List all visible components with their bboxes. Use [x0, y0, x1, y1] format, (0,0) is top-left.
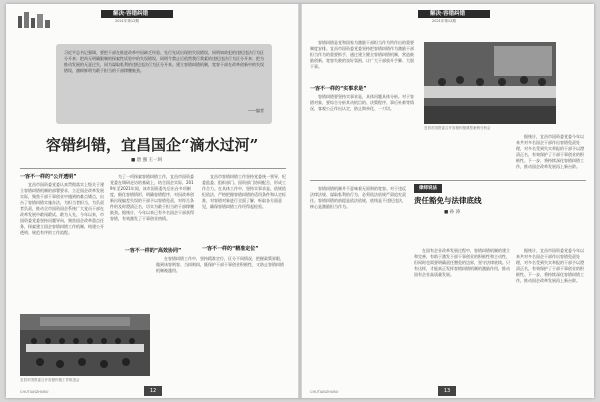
paragraph: 在国有企业改革发展过程中，容错纠错机制的建立和完善，有助于激发干部干事创业的积极性和主动性，但同时也需要明确责任豁免的边界，坚守法律底线。只有这样，才能真正发挥容错纠错机制的激励作用，推动国有企业高质量发展。 [414, 248, 510, 277]
photo-caption: 宜昌市国资委召开容错纠错工作推进会 [20, 378, 80, 382]
article-column-3 [516, 134, 586, 244]
paragraph: 容错纠错机制并不意味着无原则的宽容。对于违反法律法规、谋取私利的行为，必须依法依规严肃追究责任。容错纠错的前提是依法依规，底线是不违纪违法，核心是激励担当作为。 [310, 186, 406, 209]
meeting-photo [20, 314, 150, 376]
paragraph: 据统计，宜昌市国资委党委今年以来共对多名国企干部作出容错免责处理，对多名受到失实举报的干部予以澄清正名，有效保护了干部干事创业的积极性。下一步，将持续深化容错纠错工作，推动国企改革发展再上新台阶。 [516, 248, 584, 283]
section-heading: 一容不一样的“实事求是” [310, 86, 367, 92]
section-heading: 一容不一样的“公开透明” [20, 174, 77, 180]
right-page [300, 4, 594, 398]
photo-caption: 宜昌市国资委召开容错纠错典型案例分析会 [424, 126, 491, 130]
paragraph: 宜昌市国资委党委认真贯彻落实上级关于建立容错纠错机制的部署要求，立足国企改革发展实际，聚焦干部干事创业中遇到的难点堵点，出台了容错纠错实施办法，为担当者担当，为负责者负责，推动全市国资国企系统广大党员干部在改革发展中敢闯敢试、敢为人先。今年以来，市国资委党委坚持问题导向，聚焦国企改革重点任务，探索建立国企容错纠错工作机制，构建公开透明、规范有序的工作流程。 [20, 182, 104, 235]
paragraph: 在容错纠错工作中，坚持精准定位，区分不同情况，把握政策界限，做到该容则容、当纠则纠，既保护干部干事创业积极性，又防止容错纠错机制被滥用。 [156, 256, 284, 273]
article-column-1 [20, 182, 104, 310]
paragraph: 据统计，宜昌市国资委党委今年以来共对多名国企干部作出容错免责处理，对多名受到失实举报的干部予以澄清正名，有效保护了干部干事创业的积极性。下一步，将持续深化容错纠错工作，推动国企改革发展再上新台阶。 [516, 134, 584, 169]
issue-label: 2021年第12期 [432, 19, 456, 23]
paragraph: 容错纠错是党和国家为激励干部担当作为所作出的重要制度安排。宜昌市国资委党委坚持把容错纠错作为激励干部担当作为的重要抓手，通过建立健全容错纠错机制，营造鼓励创新、宽容失败的良好氛围，让广大干部放开手脚、大胆干事。 [310, 40, 414, 69]
editor-note-text: 习近平总书记强调，要把干部在推进改革中因缺乏经验、先行先试出现的失误错误，同明知故犯的违纪违法行为区分开来；把尚无明确限制的探索性试验中的失误错误，同明令禁止后依然我行我素的违纪违法行为区分开来；把为推动发展的无意过失，同为谋取私利的违纪违法行为区分开来。建立容错纠错机制，宽容干部在改革创新中的失误错误，旗帜鲜明为敢于担当的干部撑腰鼓劲。 [64, 50, 264, 73]
sidebar-title: 责任豁免与法律底线 [414, 196, 482, 205]
paragraph: 容错纠错要坚持实事求是，具体问题具体分析。对于容错对象，要综合分析其动机目的、决策程序、事后补救等情况，客观公正作出认定，防止简单化、一刀切。 [310, 94, 414, 111]
footer-text: CHUTIANZHUBU [20, 390, 49, 394]
sidebar-article [414, 184, 524, 244]
article-headline: 容错纠错，宜昌国企“滴水过河” [46, 136, 259, 154]
magazine-spread [6, 4, 594, 398]
section-title: 解决·容错纠错 [113, 11, 149, 17]
left-page [6, 4, 300, 398]
meeting-photo [424, 42, 556, 124]
section-header [101, 10, 173, 24]
article-byline: ■ 唐 强 王一珂 [131, 158, 163, 163]
paragraph: 为了一项探索容错纠错工作，宜昌市国资委党委在调研走访的基础上，结合国企实际，2019年至2021年间，该市国资委先后出台多项制度，细化容错情形，明确容错程序，对因改革创新出现偏差失误的干部予以容错免责，对符合条件的及时澄清正名，切实为敢于担当的干部撑腰鼓劲。据统计，今年以来已有多名国企干部获得容错，有效激发了干事创业热情。 [110, 174, 194, 221]
editor-note-signature: ——编者 [248, 108, 264, 113]
issue-label: 2021年第12期 [115, 19, 139, 23]
article-column-2 [110, 174, 196, 244]
sidebar-column-2 [414, 248, 510, 382]
section-heading: 一容不一样的“精准定位” [202, 246, 259, 252]
article-column-4 [156, 256, 286, 380]
divider [310, 180, 586, 181]
skyline-decoration-icon [16, 8, 56, 28]
sidebar-column-3 [516, 248, 586, 382]
article-column-3 [202, 174, 286, 242]
article-column-1b [310, 94, 416, 178]
section-header [418, 10, 490, 24]
divider [20, 168, 286, 169]
paragraph: 宜昌市容错纠错工作坚持党委统一领导，纪委监委、组织部门、国资部门协同配合，形成工作合力。在具体工作中，坚持实事求是、依规依纪依法，严格把握容错纠错的适用条件和认定标准，对容错对象进行全面了解，听取各方面意见，确保容错纠错工作经得起检验。 [202, 174, 286, 209]
column-tag: 律师说法 [414, 184, 442, 193]
editor-note-box [56, 44, 272, 124]
section-title: 解决·容错纠错 [430, 11, 466, 17]
sidebar-author: ■ 孙 涛 [444, 210, 461, 215]
sidebar-column-1 [310, 186, 408, 382]
section-heading: 一容不一样的“高效协同” [124, 248, 182, 254]
page-number: 12 [144, 386, 162, 396]
article-column-1 [310, 40, 416, 82]
footer-text: CHUTIANZHUBU [310, 390, 339, 394]
page-number: 13 [438, 386, 456, 396]
